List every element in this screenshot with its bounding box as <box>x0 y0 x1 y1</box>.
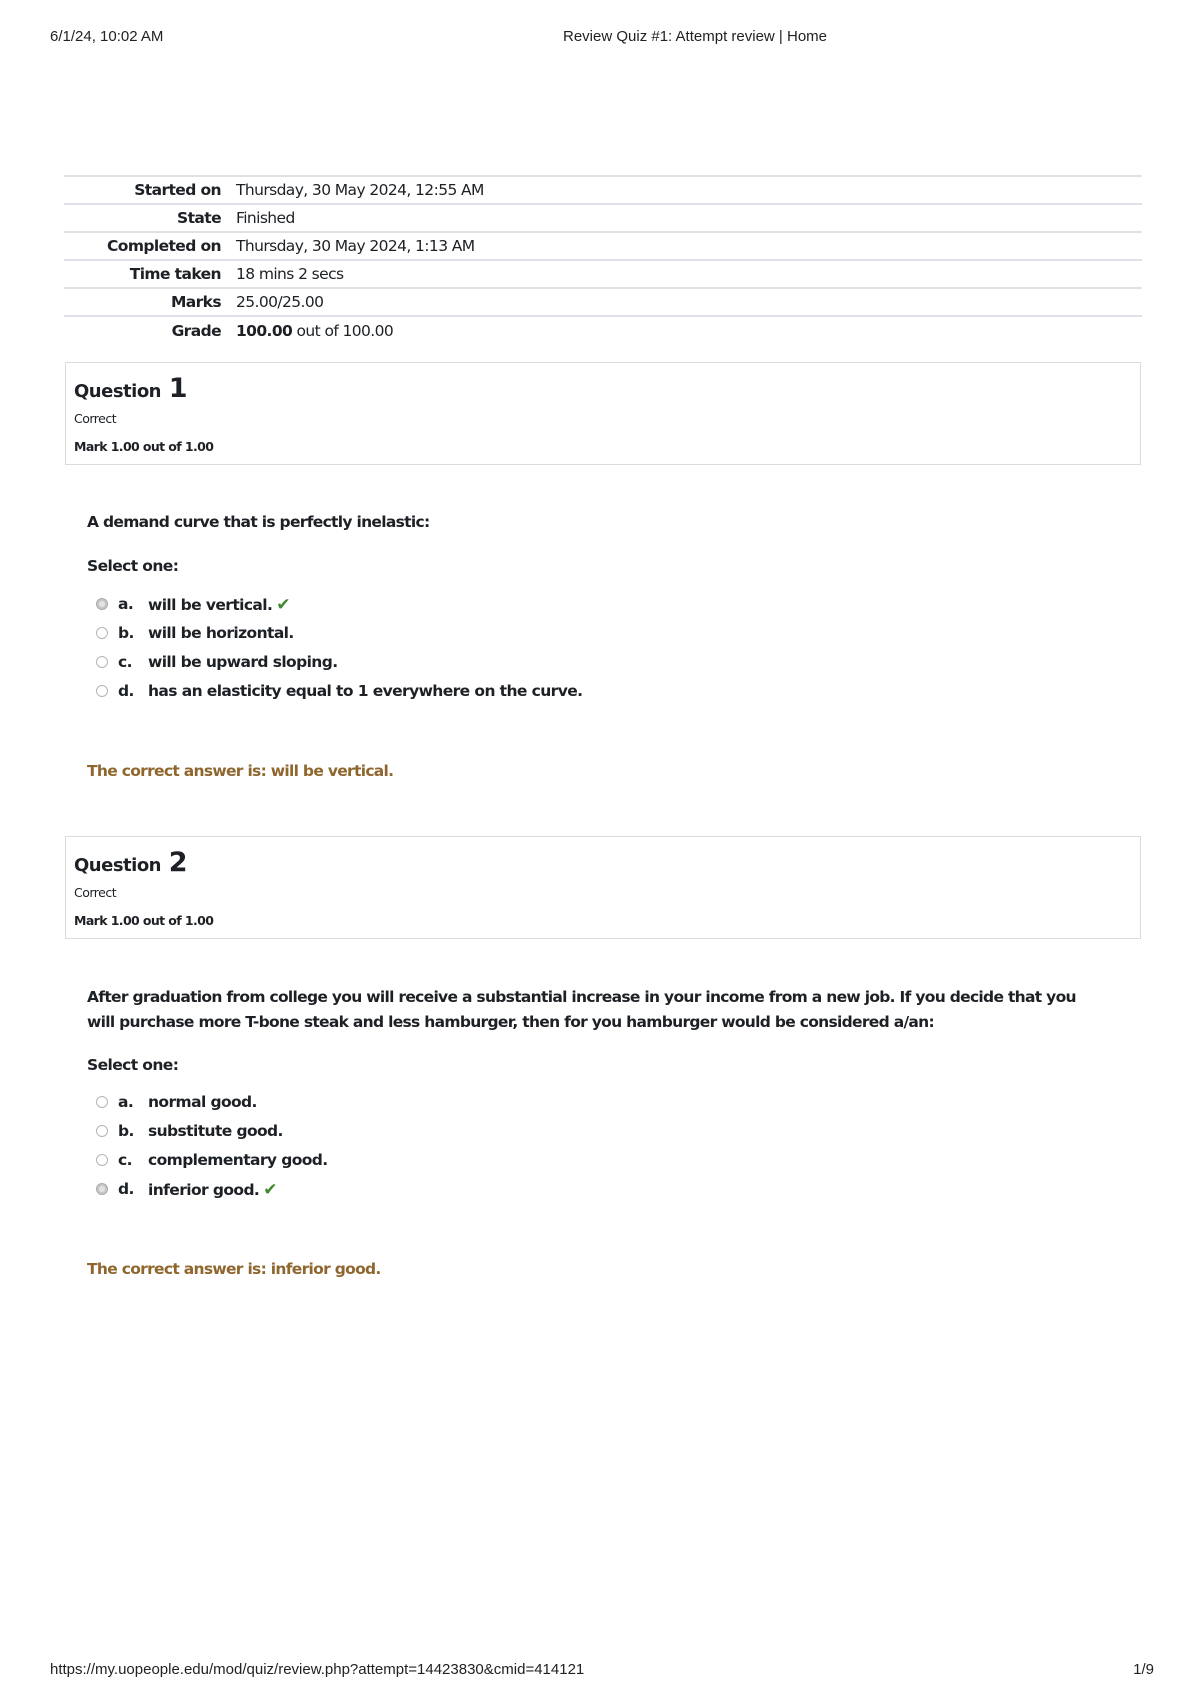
correct-answer-feedback: The correct answer is: will be vertical. <box>87 762 394 780</box>
question-number-value: 2 <box>168 847 188 878</box>
question-grade: Mark 1.00 out of 1.00 <box>74 913 214 928</box>
summary-value: Thursday, 30 May 2024, 12:55 AM <box>236 176 1142 204</box>
question-state: Correct <box>74 411 117 426</box>
summary-label: State <box>64 204 236 232</box>
summary-value: Thursday, 30 May 2024, 1:13 AM <box>236 232 1142 260</box>
answer-text <box>148 595 290 615</box>
answer-text: has an elasticity equal to 1 everywhere on the curve. <box>148 682 583 700</box>
answer-letter: c. <box>118 1151 132 1169</box>
grade-value: 100.00 <box>236 321 293 340</box>
print-header <box>0 28 1200 48</box>
question-text: After graduation from college you will receive a substantial increase in your income from a new job. If you decide that you will purchase more T-bone steak and less hamburger, then for you hamburger would be considered a/an: <box>87 988 1076 1031</box>
print-footer <box>0 1661 1200 1681</box>
answer-text-value: inferior good. <box>148 1181 260 1199</box>
summary-label: Grade <box>64 316 236 344</box>
print-datetime: 6/1/24, 10:02 AM <box>50 28 164 45</box>
print-page-title: Review Quiz #1: Attempt review | Home <box>563 28 827 45</box>
radio-button[interactable] <box>96 1096 108 1108</box>
answer-letter: d. <box>118 682 134 700</box>
answer-prompt: Select one: <box>87 557 179 575</box>
answer-text-value: will be vertical. <box>148 596 273 614</box>
summary-label: Time taken <box>64 260 236 288</box>
answer-letter: b. <box>118 624 134 642</box>
correct-check-icon: ✔ <box>263 1180 277 1200</box>
summary-value: Finished <box>236 204 1142 232</box>
question-state: Correct <box>74 885 117 900</box>
correct-answer-feedback: The correct answer is: inferior good. <box>87 1260 381 1278</box>
answer-text: normal good. <box>148 1093 257 1111</box>
question-info-box <box>65 836 1141 939</box>
answer-text: will be upward sloping. <box>148 653 338 671</box>
summary-row <box>64 232 1142 260</box>
answer-letter: a. <box>118 1093 134 1111</box>
summary-value <box>236 316 1142 344</box>
answer-letter: c. <box>118 653 132 671</box>
summary-value: 18 mins 2 secs <box>236 260 1142 288</box>
question-text: A demand curve that is perfectly inelastic: <box>87 513 430 531</box>
attempt-summary-table <box>64 175 1142 344</box>
summary-row <box>64 204 1142 232</box>
summary-row <box>64 260 1142 288</box>
answer-text <box>148 1180 277 1200</box>
radio-button[interactable] <box>96 1154 108 1166</box>
answer-text: will be horizontal. <box>148 624 294 642</box>
print-url: https://my.uopeople.edu/mod/quiz/review.php?attempt=14423830&cmid=414121 <box>50 1661 585 1678</box>
question-number-value: 1 <box>168 373 188 404</box>
summary-row <box>64 316 1142 344</box>
summary-row <box>64 288 1142 316</box>
question-info-box <box>65 362 1141 465</box>
radio-button[interactable] <box>96 685 108 697</box>
radio-button[interactable] <box>96 598 108 610</box>
question-number <box>74 373 187 404</box>
question-label: Question <box>74 381 161 402</box>
question-grade: Mark 1.00 out of 1.00 <box>74 439 214 454</box>
answer-text: substitute good. <box>148 1122 283 1140</box>
answer-letter: d. <box>118 1180 134 1198</box>
answer-letter: a. <box>118 595 134 613</box>
correct-check-icon: ✔ <box>276 595 290 615</box>
radio-button[interactable] <box>96 656 108 668</box>
answer-letter: b. <box>118 1122 134 1140</box>
question-label: Question <box>74 855 161 876</box>
summary-row <box>64 176 1142 204</box>
radio-button[interactable] <box>96 1125 108 1137</box>
summary-label: Completed on <box>64 232 236 260</box>
question-number <box>74 847 187 878</box>
answer-prompt: Select one: <box>87 1056 179 1074</box>
radio-button[interactable] <box>96 1183 108 1195</box>
page-number: 1/9 <box>1133 1661 1154 1678</box>
summary-label: Started on <box>64 176 236 204</box>
radio-button[interactable] <box>96 627 108 639</box>
summary-label: Marks <box>64 288 236 316</box>
summary-value: 25.00/25.00 <box>236 288 1142 316</box>
answer-text: complementary good. <box>148 1151 328 1169</box>
grade-out-of: out of 100.00 <box>292 321 394 340</box>
